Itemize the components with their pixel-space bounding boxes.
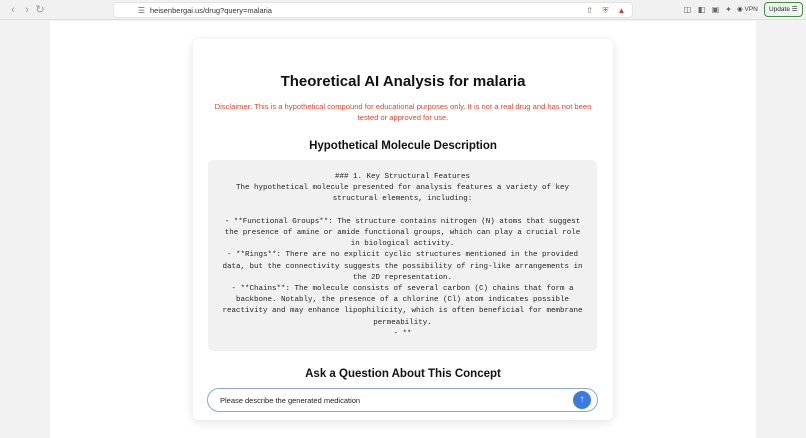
description-text: ### 1. Key Structural Features The hypothetical molecule presented for analysis features a variety of key structural elements, including: - **Functional Groups**: The structure contains nitrogen (N) atoms that suggest the presence of amine or amide functional groups, which can play a crucial role in biological activity. - **Rings**: There are no explicit cyclic structures mentioned in the provided data, but the connectivity suggests the possibility of ring-like arrangements in the 2D representation. - **Chains**: The molecule consists of several carbon (C) chains that form a backbone. Notably, the presence of a chlorine (Cl) atom indicates possible reactivity and may enhance lipophilicity, which is often beneficial for membrane permeability. - ** — [222, 173, 583, 338]
disclaimer-text: Disclaimer: This is a hypothetical compound for educational purposes only. It is not a real drug and has not been tested or approved for use. — [214, 102, 592, 122]
update-button[interactable] — [764, 2, 803, 17]
url-text[interactable]: heisenbergai.us/drug?query=malaria — [150, 6, 272, 15]
vpn-label: VPN — [744, 6, 758, 13]
page-title: Theoretical AI Analysis for malaria — [280, 73, 526, 90]
forward-icon[interactable]: › — [25, 4, 29, 16]
leo-icon[interactable]: ✦ — [725, 5, 732, 14]
share-icon[interactable]: ⇧ — [586, 6, 593, 15]
arrow-up-icon: ↑ — [579, 394, 585, 405]
page-content — [50, 21, 756, 438]
analysis-card — [193, 39, 613, 420]
ask-heading: Ask a Question About This Concept — [305, 368, 501, 380]
send-button[interactable] — [573, 391, 591, 409]
address-bar[interactable] — [113, 2, 633, 18]
description-box — [208, 160, 597, 351]
sidebar-icon[interactable]: ◧ — [697, 5, 706, 14]
browser-toolbar — [0, 0, 806, 20]
back-icon[interactable]: ‹ — [11, 4, 15, 16]
reload-icon[interactable]: ↻ — [35, 4, 45, 16]
extensions-icon[interactable]: ◫ — [683, 5, 692, 14]
vpn-button[interactable]: ◉ VPN — [737, 6, 758, 13]
update-label: Update — [769, 6, 790, 13]
brave-shield-icon[interactable]: ⛨ — [602, 6, 609, 15]
menu-icon: ☰ — [791, 6, 798, 13]
description-heading: Hypothetical Molecule Description — [309, 140, 497, 152]
wallet-icon[interactable]: ▣ — [711, 5, 720, 14]
site-settings-icon[interactable]: ☰ — [137, 6, 146, 15]
question-input[interactable] — [207, 388, 598, 412]
warning-icon[interactable]: ▲ — [617, 6, 626, 15]
